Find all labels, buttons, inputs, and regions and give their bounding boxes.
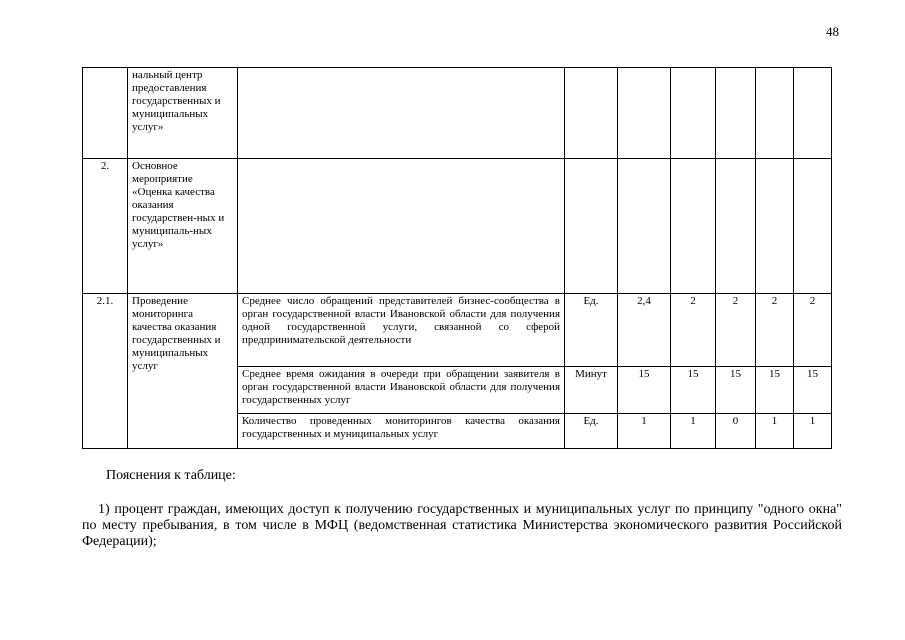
indicator-cell: Среднее время ожидания в очереди при обращении заявителя в орган государственной власти Ивановской области для получения государственных услуг [238, 367, 565, 414]
page-number: 48 [826, 24, 839, 39]
value-cell: 0 [716, 414, 756, 449]
value-cell [671, 68, 716, 159]
notes-title: Пояснения к таблице: [106, 468, 236, 483]
row-number-cell [83, 68, 128, 159]
activity-name-cell: Основное мероприятие «Оценка качества оказания государствен-ных и муниципаль-ных услуг» [128, 159, 238, 294]
value-cell: 15 [716, 367, 756, 414]
value-cell [671, 159, 716, 294]
unit-cell [565, 68, 618, 159]
value-cell: 1 [671, 414, 716, 449]
value-cell: 1 [756, 414, 794, 449]
value-cell: 15 [756, 367, 794, 414]
unit-cell: Ед. [565, 294, 618, 367]
value-cell: 2 [794, 294, 832, 367]
table-row [83, 294, 832, 367]
indicators-table [82, 67, 832, 449]
value-cell [716, 159, 756, 294]
indicator-cell [238, 159, 565, 294]
value-cell [716, 68, 756, 159]
unit-cell [565, 159, 618, 294]
value-cell: 2,4 [618, 294, 671, 367]
value-cell [756, 159, 794, 294]
unit-cell: Ед. [565, 414, 618, 449]
value-cell: 1 [794, 414, 832, 449]
value-cell: 2 [716, 294, 756, 367]
value-cell [756, 68, 794, 159]
value-cell [618, 159, 671, 294]
row-number-cell: 2. [83, 159, 128, 294]
value-cell: 1 [618, 414, 671, 449]
indicator-cell [238, 68, 565, 159]
activity-name-cell: Проведение мониторинга качества оказания государственных и муниципальных услуг [128, 294, 238, 449]
unit-cell: Минут [565, 367, 618, 414]
value-cell: 15 [794, 367, 832, 414]
table-row [83, 68, 832, 159]
value-cell: 2 [671, 294, 716, 367]
notes-item-1: 1) процент граждан, имеющих доступ к получению государственных и муниципальных услуг по принципу "одного окна" по месту пребывания, в том числе в МФЦ (ведомственная статистика Министерства экономического развития Российской Федерации); [82, 502, 842, 549]
value-cell: 15 [618, 367, 671, 414]
activity-name-cell: нальный центр предоставления государственных и муниципальных услуг» [128, 68, 238, 159]
indicator-cell: Среднее число обращений представителей бизнес-сообщества в орган государственной власти Ивановской области для получения одной государственной услуги, связанной со сферой предпринимательской деятельности [238, 294, 565, 367]
indicator-cell: Количество проведенных мониторингов качества оказания государственных и муниципальных услуг [238, 414, 565, 449]
table-row [83, 159, 832, 294]
value-cell: 15 [671, 367, 716, 414]
value-cell [618, 68, 671, 159]
value-cell: 2 [756, 294, 794, 367]
value-cell [794, 159, 832, 294]
value-cell [794, 68, 832, 159]
row-number-cell: 2.1. [83, 294, 128, 449]
